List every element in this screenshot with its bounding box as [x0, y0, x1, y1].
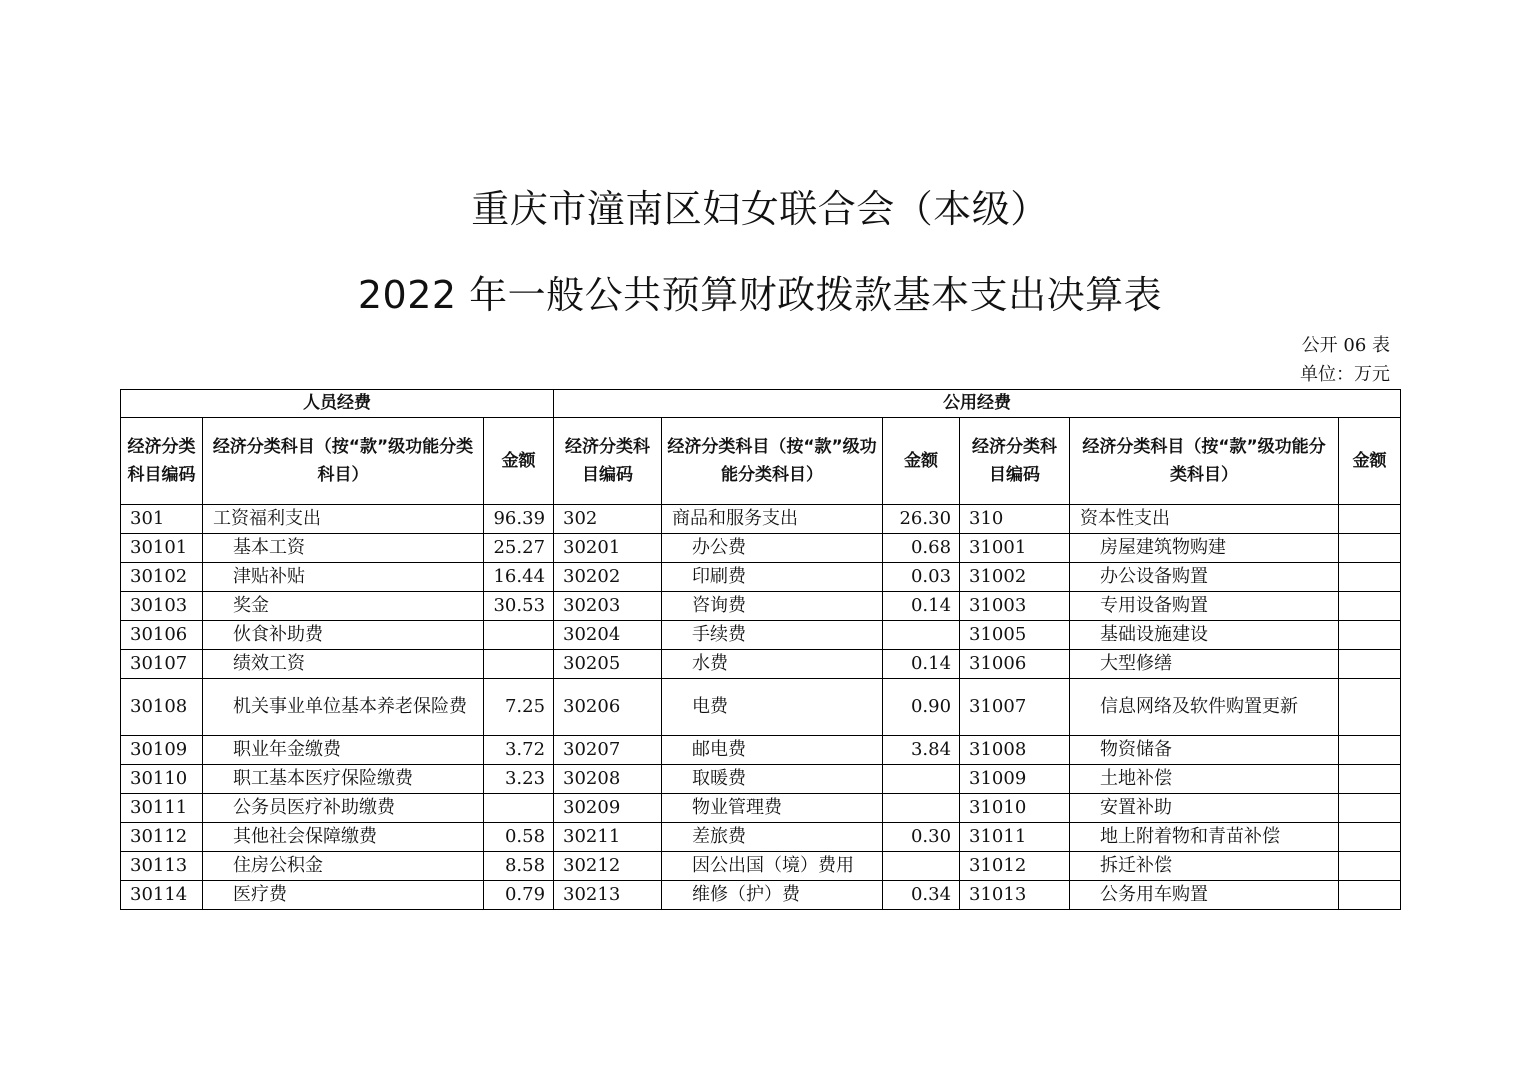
- amount-cell: 25.27: [484, 534, 554, 563]
- category-name-cell: 咨询费: [662, 592, 883, 621]
- amount-cell: [1339, 765, 1401, 794]
- table-row: [121, 765, 1401, 794]
- header-name: 经济分类科目（按“款”级功能分类科目）: [1070, 418, 1339, 505]
- category-name-cell: 奖金: [203, 592, 484, 621]
- economic-code-cell: 30204: [554, 621, 662, 650]
- economic-code-cell: 31012: [960, 852, 1070, 881]
- amount-cell: [1339, 823, 1401, 852]
- amount-cell: 0.58: [484, 823, 554, 852]
- table-row: [121, 679, 1401, 736]
- economic-code-cell: 30211: [554, 823, 662, 852]
- economic-code-cell: 30113: [121, 852, 203, 881]
- economic-code-cell: 302: [554, 505, 662, 534]
- table-row: [121, 794, 1401, 823]
- table-row: [121, 534, 1401, 563]
- economic-code-cell: 310: [960, 505, 1070, 534]
- economic-code-cell: 30106: [121, 621, 203, 650]
- economic-code-cell: 30207: [554, 736, 662, 765]
- category-name-cell: 住房公积金: [203, 852, 484, 881]
- economic-code-cell: 30208: [554, 765, 662, 794]
- economic-code-cell: 30203: [554, 592, 662, 621]
- category-name-cell: 绩效工资: [203, 650, 484, 679]
- category-name-cell: 资本性支出: [1070, 505, 1339, 534]
- category-name-cell: 公务用车购置: [1070, 881, 1339, 910]
- amount-cell: [1339, 736, 1401, 765]
- table-row: [121, 650, 1401, 679]
- amount-cell: 96.39: [484, 505, 554, 534]
- category-name-cell: 物资储备: [1070, 736, 1339, 765]
- amount-cell: 0.30: [883, 823, 960, 852]
- economic-code-cell: 31001: [960, 534, 1070, 563]
- amount-cell: [883, 852, 960, 881]
- amount-cell: [883, 621, 960, 650]
- amount-cell: [484, 621, 554, 650]
- economic-code-cell: 31002: [960, 563, 1070, 592]
- category-name-cell: 职工基本医疗保险缴费: [203, 765, 484, 794]
- amount-cell: 0.79: [484, 881, 554, 910]
- economic-code-cell: 31005: [960, 621, 1070, 650]
- economic-code-cell: 31006: [960, 650, 1070, 679]
- category-name-cell: 机关事业单位基本养老保险费: [203, 679, 484, 736]
- header-amount: 金额: [484, 418, 554, 505]
- amount-cell: [883, 794, 960, 823]
- category-name-cell: 拆迁补偿: [1070, 852, 1339, 881]
- economic-code-cell: 30114: [121, 881, 203, 910]
- category-name-cell: 基础设施建设: [1070, 621, 1339, 650]
- category-name-cell: 水费: [662, 650, 883, 679]
- header-code: 经济分类科目编码: [960, 418, 1070, 505]
- amount-cell: [1339, 621, 1401, 650]
- category-name-cell: 伙食补助费: [203, 621, 484, 650]
- economic-code-cell: 31010: [960, 794, 1070, 823]
- amount-cell: 0.03: [883, 563, 960, 592]
- table-row: [121, 563, 1401, 592]
- amount-cell: 0.14: [883, 650, 960, 679]
- amount-cell: 26.30: [883, 505, 960, 534]
- economic-code-cell: 31009: [960, 765, 1070, 794]
- amount-cell: 3.72: [484, 736, 554, 765]
- table-row: [121, 621, 1401, 650]
- header-amount: 金额: [1339, 418, 1401, 505]
- economic-code-cell: 30111: [121, 794, 203, 823]
- amount-cell: 3.23: [484, 765, 554, 794]
- economic-code-cell: 31013: [960, 881, 1070, 910]
- category-name-cell: 公务员医疗补助缴费: [203, 794, 484, 823]
- header-amount: 金额: [883, 418, 960, 505]
- economic-code-cell: 30112: [121, 823, 203, 852]
- category-name-cell: 印刷费: [662, 563, 883, 592]
- category-name-cell: 专用设备购置: [1070, 592, 1339, 621]
- economic-code-cell: 31008: [960, 736, 1070, 765]
- category-name-cell: 津贴补贴: [203, 563, 484, 592]
- expenditure-table: [120, 389, 1401, 910]
- category-name-cell: 工资福利支出: [203, 505, 484, 534]
- amount-cell: 0.14: [883, 592, 960, 621]
- table-row: [121, 823, 1401, 852]
- economic-code-cell: 30109: [121, 736, 203, 765]
- table-row: [121, 852, 1401, 881]
- amount-cell: 3.84: [883, 736, 960, 765]
- header-name: 经济分类科目（按“款”级功能分类科目）: [203, 418, 484, 505]
- amount-cell: [1339, 534, 1401, 563]
- amount-cell: [883, 765, 960, 794]
- amount-cell: 0.68: [883, 534, 960, 563]
- category-name-cell: 维修（护）费: [662, 881, 883, 910]
- table-row: [121, 881, 1401, 910]
- economic-code-cell: 30213: [554, 881, 662, 910]
- economic-code-cell: 30206: [554, 679, 662, 736]
- category-name-cell: 办公费: [662, 534, 883, 563]
- category-name-cell: 其他社会保障缴费: [203, 823, 484, 852]
- economic-code-cell: 30110: [121, 765, 203, 794]
- category-name-cell: 商品和服务支出: [662, 505, 883, 534]
- amount-cell: 30.53: [484, 592, 554, 621]
- category-name-cell: 办公设备购置: [1070, 563, 1339, 592]
- amount-cell: 16.44: [484, 563, 554, 592]
- category-name-cell: 取暖费: [662, 765, 883, 794]
- economic-code-cell: 30201: [554, 534, 662, 563]
- category-name-cell: 信息网络及软件购置更新: [1070, 679, 1339, 736]
- form-number: 公开 06 表: [1301, 335, 1390, 356]
- header-code: 经济分类科目编码: [121, 418, 203, 505]
- category-name-cell: 邮电费: [662, 736, 883, 765]
- amount-cell: [1339, 852, 1401, 881]
- category-name-cell: 医疗费: [203, 881, 484, 910]
- economic-code-cell: 30212: [554, 852, 662, 881]
- table-row: [121, 592, 1401, 621]
- category-name-cell: 大型修缮: [1070, 650, 1339, 679]
- amount-cell: 8.58: [484, 852, 554, 881]
- amount-cell: 0.34: [883, 881, 960, 910]
- economic-code-cell: 30108: [121, 679, 203, 736]
- economic-code-cell: 30103: [121, 592, 203, 621]
- category-name-cell: 房屋建筑物购建: [1070, 534, 1339, 563]
- report-subtitle: 2022 年一般公共预算财政拨款基本支出决算表: [357, 273, 1163, 317]
- economic-code-cell: 30205: [554, 650, 662, 679]
- category-name-cell: 物业管理费: [662, 794, 883, 823]
- amount-cell: [1339, 592, 1401, 621]
- table-row: [121, 736, 1401, 765]
- economic-code-cell: 31003: [960, 592, 1070, 621]
- category-name-cell: 土地补偿: [1070, 765, 1339, 794]
- economic-code-cell: 31007: [960, 679, 1070, 736]
- unit-label: 单位：万元: [1300, 364, 1390, 385]
- economic-code-cell: 30209: [554, 794, 662, 823]
- category-name-cell: 地上附着物和青苗补偿: [1070, 823, 1339, 852]
- economic-code-cell: 301: [121, 505, 203, 534]
- report-title: 重庆市潼南区妇女联合会（本级）: [471, 187, 1049, 231]
- category-name-cell: 因公出国（境）费用: [662, 852, 883, 881]
- group-header-public: 公用经费: [554, 390, 1401, 418]
- category-name-cell: 差旅费: [662, 823, 883, 852]
- amount-cell: [1339, 650, 1401, 679]
- amount-cell: 7.25: [484, 679, 554, 736]
- amount-cell: [1339, 794, 1401, 823]
- amount-cell: [1339, 679, 1401, 736]
- amount-cell: [484, 794, 554, 823]
- amount-cell: [484, 650, 554, 679]
- category-name-cell: 安置补助: [1070, 794, 1339, 823]
- header-code: 经济分类科目编码: [554, 418, 662, 505]
- category-name-cell: 基本工资: [203, 534, 484, 563]
- amount-cell: 0.90: [883, 679, 960, 736]
- category-name-cell: 职业年金缴费: [203, 736, 484, 765]
- amount-cell: [1339, 563, 1401, 592]
- category-name-cell: 手续费: [662, 621, 883, 650]
- economic-code-cell: 30202: [554, 563, 662, 592]
- amount-cell: [1339, 505, 1401, 534]
- table-row: [121, 505, 1401, 534]
- category-name-cell: 电费: [662, 679, 883, 736]
- header-name: 经济分类科目（按“款”级功能分类科目）: [662, 418, 883, 505]
- group-header-personnel: 人员经费: [121, 390, 554, 418]
- economic-code-cell: 30107: [121, 650, 203, 679]
- economic-code-cell: 30101: [121, 534, 203, 563]
- economic-code-cell: 31011: [960, 823, 1070, 852]
- economic-code-cell: 30102: [121, 563, 203, 592]
- amount-cell: [1339, 881, 1401, 910]
